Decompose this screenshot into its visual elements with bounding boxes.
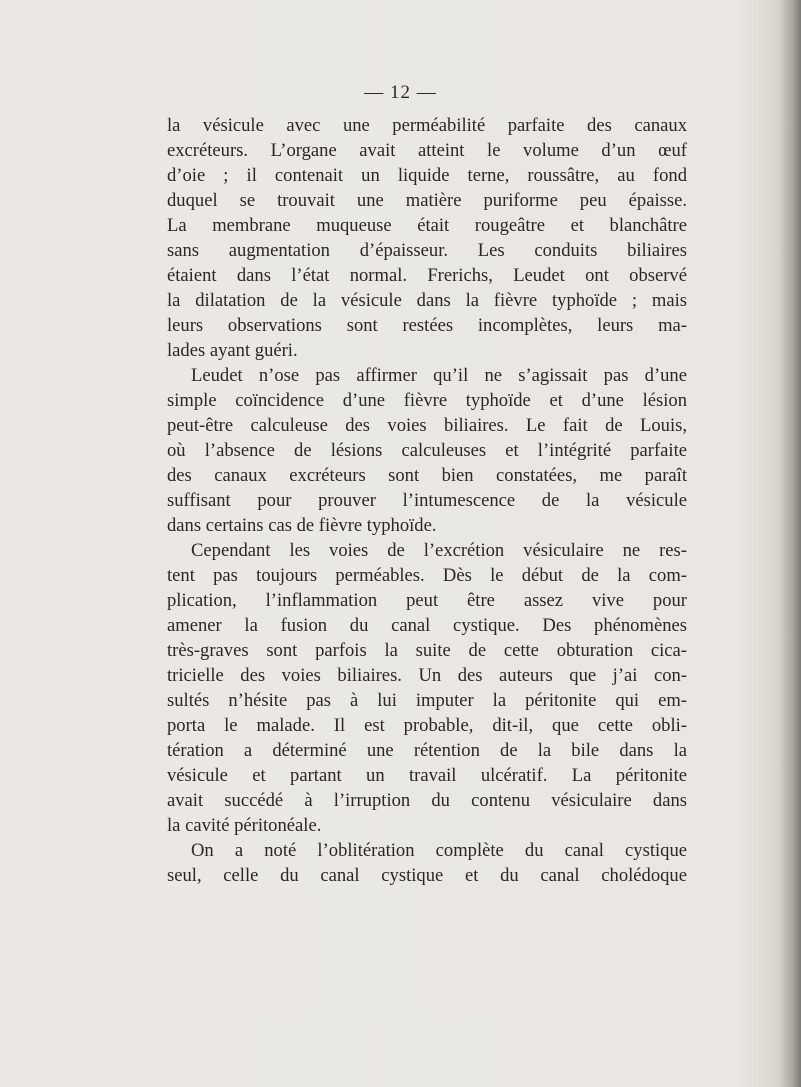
text-line: excréteurs. L’organe avait atteint le volume d’un œuf <box>167 140 687 161</box>
text-line: avait succédé à l’irruption du contenu vésiculaire dans <box>167 790 687 811</box>
text-line: dans certains cas de fièvre typhoïde. <box>167 515 437 536</box>
text-line: plication, l’inflammation peut être assez vive pour <box>167 590 687 611</box>
text-line: porta le malade. Il est probable, dit-il, que cette obli- <box>167 715 687 736</box>
text-line: où l’absence de lésions calculeuses et l’intégrité parfaite <box>167 440 687 461</box>
page-edge-shadow <box>779 0 801 1087</box>
text-line: vésicule et partant un travail ulcératif. La péritonite <box>167 765 687 786</box>
text-line: La membrane muqueuse était rougeâtre et blanchâtre <box>167 215 687 236</box>
text-line: sans augmentation d’épaisseur. Les conduits biliaires <box>167 240 687 261</box>
text-line: étaient dans l’état normal. Frerichs, Leudet ont observé <box>167 265 687 286</box>
text-line: la cavité péritonéale. <box>167 815 322 836</box>
text-line: sultés n’hésite pas à lui imputer la péritonite qui em- <box>167 690 687 711</box>
text-line: des canaux excréteurs sont bien constatées, me paraît <box>167 465 687 486</box>
page-number: — 12 — <box>364 82 437 103</box>
text-line: Leudet n’ose pas affirmer qu’il ne s’agissait pas d’une <box>191 365 687 386</box>
text-line: On a noté l’oblitération complète du canal cystique <box>191 840 687 861</box>
text-line: simple coïncidence d’une fièvre typhoïde et d’une lésion <box>167 390 687 411</box>
text-line: duquel se trouvait une matière puriforme peu épaisse. <box>167 190 687 211</box>
text-line: peut-être calculeuse des voies biliaires. Le fait de Louis, <box>167 415 687 436</box>
text-line: tricielle des voies biliaires. Un des auteurs que j’ai con- <box>167 665 687 686</box>
body-text <box>167 113 687 888</box>
text-line: tent pas toujours perméables. Dès le début de la com- <box>167 565 687 586</box>
text-line: très-graves sont parfois la suite de cette obturation cica- <box>167 640 687 661</box>
text-line: suffisant pour prouver l’intumescence de la vésicule <box>167 490 687 511</box>
text-line: leurs observations sont restées incomplètes, leurs ma- <box>167 315 687 336</box>
text-line: tération a déterminé une rétention de la bile dans la <box>167 740 687 761</box>
text-line: lades ayant guéri. <box>167 340 298 361</box>
text-line: d’oie ; il contenait un liquide terne, roussâtre, au fond <box>167 165 687 186</box>
text-line: seul, celle du canal cystique et du canal cholédoque <box>167 865 687 886</box>
text-line: la dilatation de la vésicule dans la fièvre typhoïde ; mais <box>167 290 687 311</box>
text-line: amener la fusion du canal cystique. Des phénomènes <box>167 615 687 636</box>
text-line: Cependant les voies de l’excrétion vésiculaire ne res- <box>191 540 687 561</box>
text-line: la vésicule avec une perméabilité parfaite des canaux <box>167 115 687 136</box>
